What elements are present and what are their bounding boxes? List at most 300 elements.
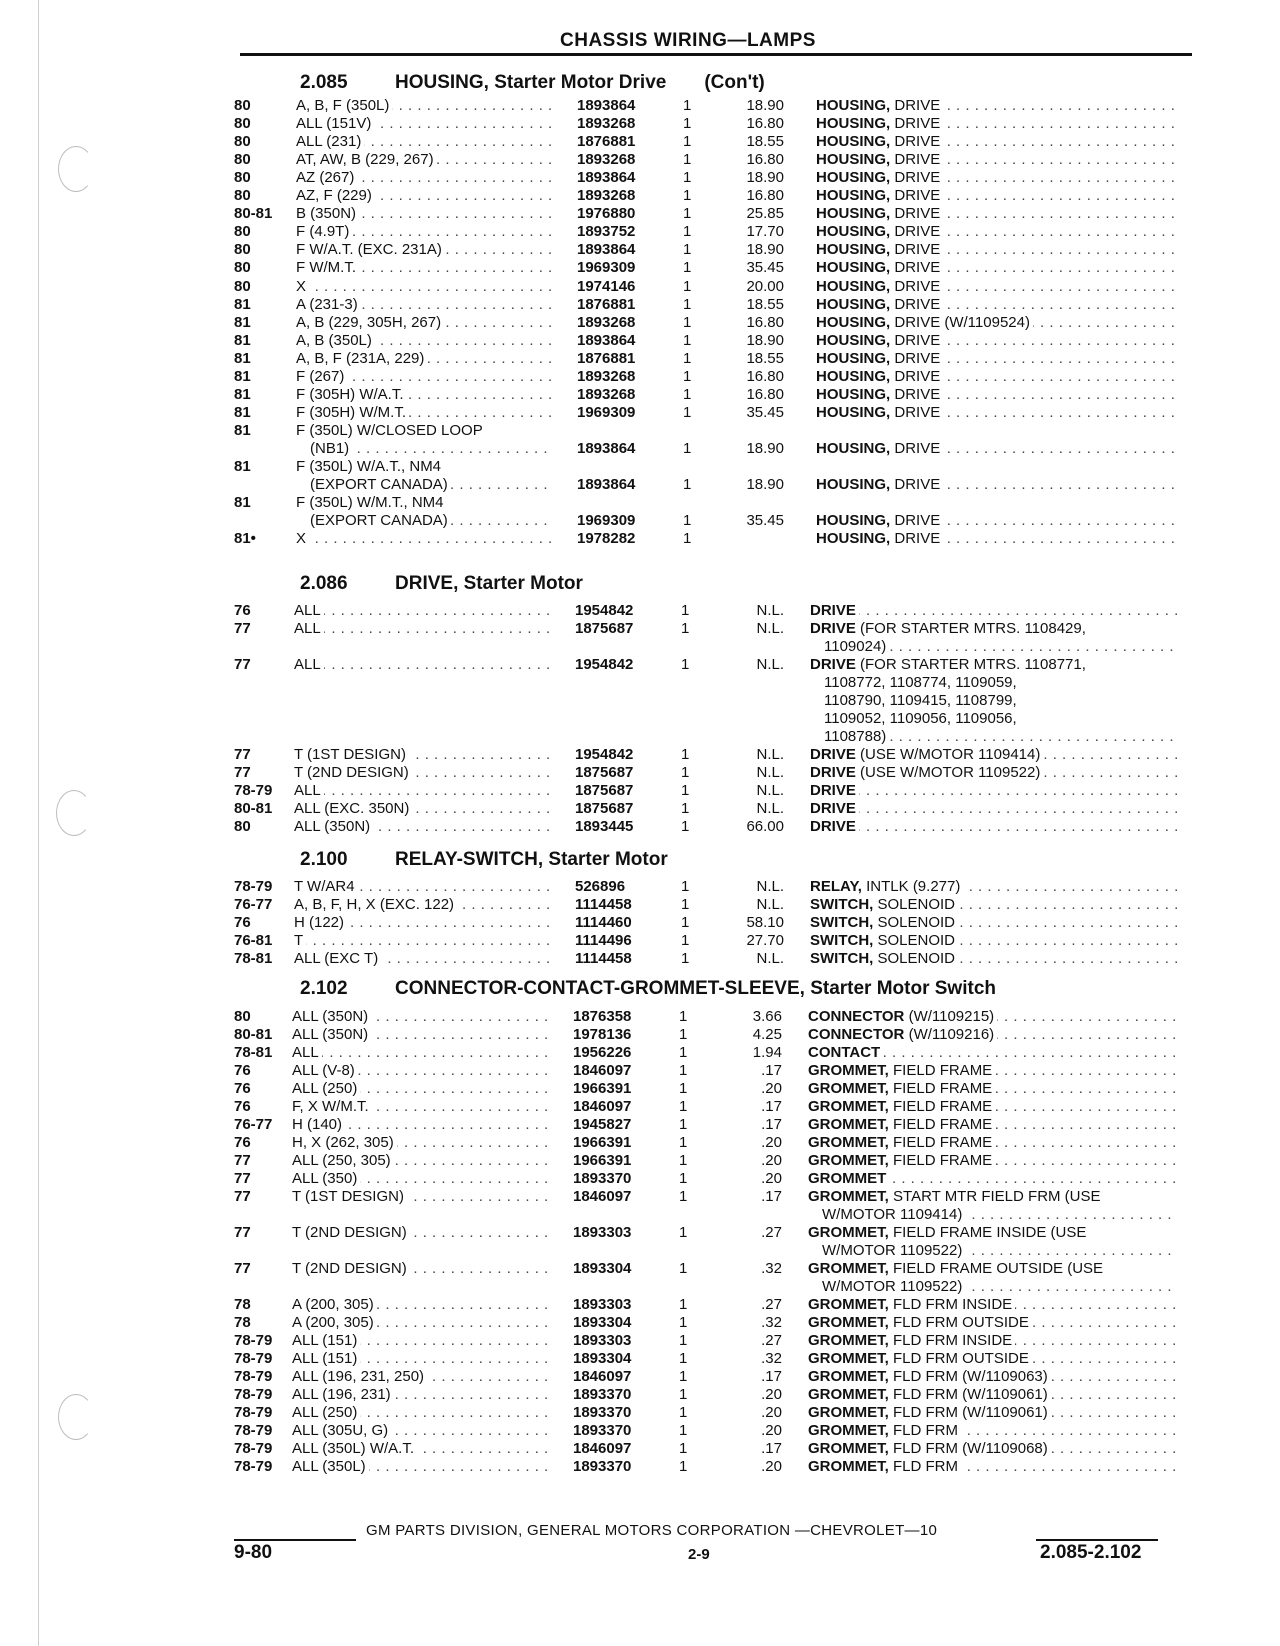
description-name: GROMMET, bbox=[808, 1458, 889, 1475]
table-row-continued bbox=[0, 512, 1280, 531]
part-number: 1978282 bbox=[577, 530, 636, 548]
model-year: 78-79 bbox=[234, 1332, 273, 1349]
quantity: 1 bbox=[679, 1134, 688, 1151]
table-row bbox=[0, 950, 1280, 969]
table-row bbox=[0, 296, 1280, 315]
part-description bbox=[816, 440, 1178, 457]
model-application bbox=[292, 1458, 548, 1475]
description-text bbox=[810, 764, 1043, 781]
part-number: 1954842 bbox=[575, 656, 634, 673]
model-application-continued bbox=[310, 440, 552, 457]
model-text: ALL (250) bbox=[292, 1404, 360, 1421]
description-name: RELAY, bbox=[810, 878, 862, 895]
part-description bbox=[808, 1350, 1178, 1367]
price: .32 bbox=[761, 1260, 782, 1277]
description-text bbox=[808, 1332, 1015, 1349]
part-number: 1893304 bbox=[573, 1314, 632, 1331]
model-text: A, B (229, 305H, 267) bbox=[296, 314, 444, 331]
part-description bbox=[816, 296, 1178, 313]
model-year: 76-77 bbox=[234, 1116, 273, 1133]
part-description bbox=[808, 1062, 1178, 1079]
description-detail: FIELD FRAME bbox=[888, 1098, 993, 1115]
part-description bbox=[810, 782, 1178, 799]
model-application bbox=[294, 746, 550, 763]
description-text bbox=[808, 1134, 995, 1151]
table-row-continued bbox=[0, 440, 1280, 459]
description-detail: FLD FRM (W/1109061) bbox=[888, 1404, 1048, 1421]
model-text: ALL (151) bbox=[292, 1350, 360, 1367]
description-text bbox=[808, 1350, 1032, 1367]
description-name: GROMMET, bbox=[808, 1116, 889, 1133]
quantity: 1 bbox=[683, 367, 692, 385]
model-application bbox=[294, 896, 550, 913]
quantity: 1 bbox=[683, 439, 692, 457]
description-detail: DRIVE bbox=[890, 223, 941, 241]
quantity: 1 bbox=[679, 1350, 688, 1367]
description-name: GROMMET, bbox=[808, 1062, 889, 1079]
model-year: 77 bbox=[234, 746, 251, 763]
model-text: (EXPORT CANADA) bbox=[310, 512, 451, 529]
description-detail: DRIVE bbox=[890, 133, 941, 151]
description-detail: DRIVE bbox=[890, 512, 941, 530]
price: .20 bbox=[761, 1152, 782, 1169]
part-number: 1893370 bbox=[573, 1170, 632, 1187]
price: .17 bbox=[761, 1368, 782, 1385]
description-text: W/MOTOR 1109414) bbox=[822, 1206, 965, 1223]
table-row bbox=[0, 169, 1280, 188]
model-application bbox=[292, 1062, 548, 1079]
description-text bbox=[816, 368, 943, 385]
page-title: CHASSIS WIRING—LAMPS bbox=[560, 30, 816, 51]
quantity: 1 bbox=[683, 313, 692, 331]
table-row bbox=[0, 187, 1280, 206]
part-number: 1893445 bbox=[575, 818, 634, 835]
model-year: 81 bbox=[234, 367, 251, 385]
description-text bbox=[808, 1458, 961, 1475]
price: 1.94 bbox=[752, 1044, 782, 1061]
model-text: (NB1) bbox=[310, 440, 352, 457]
description-text bbox=[808, 1116, 995, 1133]
description-detail: (FOR STARTER MTRS. 1108771, bbox=[855, 656, 1086, 673]
model-application bbox=[296, 458, 552, 475]
price: N.L. bbox=[756, 800, 784, 817]
part-number: 1956226 bbox=[573, 1044, 632, 1061]
table-row bbox=[0, 151, 1280, 170]
description-name: GROMMET bbox=[808, 1170, 887, 1187]
table-row bbox=[0, 259, 1280, 278]
table-row bbox=[0, 1314, 1280, 1333]
model-year: 77 bbox=[234, 656, 251, 673]
description-text bbox=[810, 602, 859, 619]
price: 17.70 bbox=[746, 223, 784, 241]
price: N.L. bbox=[756, 896, 784, 913]
model-text: A (231-3) bbox=[296, 296, 361, 313]
model-text: (EXPORT CANADA) bbox=[310, 476, 451, 493]
description-text bbox=[808, 1296, 1015, 1313]
table-row bbox=[0, 1026, 1280, 1045]
model-application bbox=[296, 169, 552, 186]
model-text: ALL (EXC. 350N) bbox=[294, 800, 412, 817]
model-year: 81 bbox=[234, 349, 251, 367]
price: N.L. bbox=[756, 746, 784, 763]
model-application bbox=[294, 878, 550, 895]
description-name: HOUSING, bbox=[816, 133, 891, 151]
model-application bbox=[296, 350, 552, 367]
description-detail: INTLK (9.277) bbox=[861, 878, 961, 895]
table-row bbox=[0, 1260, 1280, 1279]
part-description bbox=[810, 800, 1178, 817]
model-year: 78 bbox=[234, 1296, 251, 1313]
description-name: DRIVE bbox=[810, 656, 856, 673]
part-number: 1876881 bbox=[577, 295, 636, 313]
part-number: 1893864 bbox=[577, 97, 636, 114]
section-heading bbox=[300, 849, 668, 871]
description-name: GROMMET, bbox=[808, 1152, 889, 1169]
model-text: ALL (151) bbox=[292, 1332, 360, 1349]
part-description bbox=[808, 1224, 1178, 1241]
model-application bbox=[296, 151, 552, 168]
model-application bbox=[296, 368, 552, 385]
part-description bbox=[808, 1044, 1178, 1061]
description-detail: FIELD FRAME bbox=[888, 1134, 993, 1151]
model-year: 78-81 bbox=[234, 950, 273, 967]
description-text bbox=[810, 896, 958, 913]
quantity: 1 bbox=[683, 530, 692, 548]
description-text bbox=[808, 1440, 1051, 1457]
description-name: CONTACT bbox=[808, 1044, 881, 1061]
model-application bbox=[294, 764, 550, 781]
description-name: HOUSING, bbox=[816, 187, 891, 205]
model-application bbox=[296, 97, 552, 114]
description-detail: FIELD FRAME bbox=[888, 1080, 993, 1097]
quantity: 1 bbox=[683, 205, 692, 223]
price: N.L. bbox=[756, 878, 784, 895]
model-application bbox=[292, 1260, 548, 1277]
model-text: A, B (350L) bbox=[296, 332, 375, 349]
model-year: 78-79 bbox=[234, 1440, 273, 1457]
table-row bbox=[0, 133, 1280, 152]
part-description bbox=[808, 1134, 1178, 1151]
quantity: 1 bbox=[679, 1260, 688, 1277]
quantity: 1 bbox=[683, 169, 692, 187]
model-application bbox=[296, 494, 552, 511]
part-description bbox=[808, 1422, 1178, 1439]
part-description bbox=[810, 656, 1178, 673]
description-name: GROMMET, bbox=[808, 1386, 889, 1403]
quantity: 1 bbox=[679, 1332, 688, 1349]
part-number: 1893864 bbox=[577, 169, 636, 187]
description-detail: FLD FRM OUTSIDE bbox=[888, 1350, 1029, 1367]
description-text: 1109024) bbox=[824, 638, 889, 655]
description-name: HOUSING, bbox=[816, 403, 891, 421]
part-number: 1846097 bbox=[573, 1440, 632, 1457]
footer-date: 9-80 bbox=[234, 1542, 273, 1563]
price: N.L. bbox=[756, 764, 784, 781]
quantity: 1 bbox=[683, 223, 692, 241]
description-continued-row bbox=[0, 638, 1280, 657]
part-description bbox=[810, 932, 1178, 949]
description-name: CONNECTOR bbox=[808, 1026, 905, 1043]
model-year: 80 bbox=[234, 259, 251, 277]
table-row bbox=[0, 1440, 1280, 1459]
model-application bbox=[296, 187, 552, 204]
description-text bbox=[816, 241, 943, 258]
part-description bbox=[808, 1386, 1178, 1403]
model-year: 78-79 bbox=[234, 1458, 273, 1475]
table-row bbox=[0, 332, 1280, 351]
table-row bbox=[0, 1080, 1280, 1099]
part-number: 1966391 bbox=[573, 1152, 632, 1169]
quantity: 1 bbox=[679, 1314, 688, 1331]
part-number: 1875687 bbox=[575, 800, 634, 817]
description-text bbox=[808, 1224, 1089, 1241]
part-description bbox=[808, 1170, 1178, 1187]
description-text bbox=[810, 932, 958, 949]
part-description-continued bbox=[824, 710, 1178, 727]
model-text: ALL bbox=[294, 782, 324, 799]
table-row bbox=[0, 914, 1280, 933]
price: 16.80 bbox=[746, 151, 784, 169]
description-name: GROMMET, bbox=[808, 1134, 889, 1151]
model-year: 80-81 bbox=[234, 205, 273, 223]
quantity: 1 bbox=[679, 1080, 688, 1097]
description-detail: FIELD FRAME OUTSIDE (USE bbox=[888, 1260, 1104, 1277]
description-text bbox=[816, 133, 943, 150]
model-text: H (122) bbox=[294, 914, 347, 931]
description-continued-row bbox=[0, 674, 1280, 693]
description-detail: DRIVE bbox=[890, 439, 941, 457]
table-row bbox=[0, 1368, 1280, 1387]
section-heading bbox=[300, 72, 765, 94]
description-detail: FIELD FRAME INSIDE (USE bbox=[888, 1224, 1087, 1241]
model-year: 81• bbox=[234, 530, 256, 548]
description-text bbox=[808, 1170, 889, 1187]
description-detail: DRIVE bbox=[890, 205, 941, 223]
price: 16.80 bbox=[746, 367, 784, 385]
model-application bbox=[292, 1368, 548, 1385]
description-continued-row bbox=[0, 728, 1280, 747]
part-description bbox=[808, 1314, 1178, 1331]
part-number: 1875687 bbox=[575, 620, 634, 637]
description-name: HOUSING, bbox=[816, 367, 891, 385]
part-number: 1875687 bbox=[575, 764, 634, 781]
quantity: 1 bbox=[679, 1188, 688, 1205]
table-row bbox=[0, 1350, 1280, 1369]
description-continued-row bbox=[0, 692, 1280, 711]
description-name: DRIVE bbox=[810, 602, 856, 619]
model-year: 81 bbox=[234, 385, 251, 403]
table-row bbox=[0, 205, 1280, 224]
price: .17 bbox=[761, 1098, 782, 1115]
model-year: 78-79 bbox=[234, 878, 273, 895]
part-description bbox=[808, 1404, 1178, 1421]
part-number: 1969309 bbox=[577, 512, 636, 530]
price: 16.80 bbox=[746, 187, 784, 205]
description-detail: DRIVE bbox=[890, 169, 941, 187]
model-application bbox=[292, 1134, 548, 1151]
table-row bbox=[0, 422, 1280, 441]
part-description bbox=[816, 187, 1178, 204]
part-number: 1846097 bbox=[573, 1188, 632, 1205]
table-row bbox=[0, 494, 1280, 513]
model-application bbox=[294, 782, 550, 799]
table-row bbox=[0, 1098, 1280, 1117]
model-year: 80 bbox=[234, 277, 251, 295]
quantity: 1 bbox=[683, 133, 692, 151]
model-text: A, B, F, H, X (EXC. 122) bbox=[294, 896, 457, 913]
part-description bbox=[816, 205, 1178, 222]
part-number: 1966391 bbox=[573, 1134, 632, 1151]
footer-rule bbox=[234, 1539, 356, 1541]
model-application bbox=[292, 1116, 548, 1133]
quantity: 1 bbox=[679, 1224, 688, 1241]
price: 18.55 bbox=[746, 349, 784, 367]
quantity: 1 bbox=[679, 1386, 688, 1403]
part-description bbox=[816, 368, 1178, 385]
description-detail: FLD FRM INSIDE bbox=[888, 1332, 1013, 1349]
model-text: ALL (350L) W/A.T. bbox=[292, 1440, 417, 1457]
quantity: 1 bbox=[679, 1044, 688, 1061]
part-number: 1954842 bbox=[575, 746, 634, 763]
table-row bbox=[0, 1422, 1280, 1441]
part-number: 1893268 bbox=[577, 115, 636, 133]
quantity: 1 bbox=[681, 782, 690, 799]
description-name: HOUSING, bbox=[816, 512, 891, 530]
description-detail: FLD FRM bbox=[888, 1458, 959, 1475]
price: .17 bbox=[761, 1062, 782, 1079]
model-text: T (2ND DESIGN) bbox=[292, 1260, 410, 1277]
description-name: HOUSING, bbox=[816, 439, 891, 457]
model-year: 76 bbox=[234, 914, 251, 931]
description-detail: FIELD FRAME bbox=[888, 1116, 993, 1133]
price: .20 bbox=[761, 1458, 782, 1475]
quantity: 1 bbox=[681, 932, 690, 949]
description-detail: DRIVE bbox=[890, 403, 941, 421]
table-row bbox=[0, 404, 1280, 423]
part-description bbox=[816, 169, 1178, 186]
description-detail: DRIVE bbox=[890, 349, 941, 367]
price: .20 bbox=[761, 1134, 782, 1151]
model-year: 77 bbox=[234, 1152, 251, 1169]
model-year: 76-81 bbox=[234, 932, 273, 949]
model-text: A, B, F (231A, 229) bbox=[296, 350, 427, 367]
table-row bbox=[0, 764, 1280, 783]
price: .20 bbox=[761, 1404, 782, 1421]
quantity: 1 bbox=[683, 97, 692, 114]
price: 18.90 bbox=[746, 439, 784, 457]
description-text bbox=[808, 1098, 995, 1115]
table-row bbox=[0, 818, 1280, 837]
part-number: 1893268 bbox=[577, 385, 636, 403]
section-number: 2.086 bbox=[300, 573, 348, 594]
model-text: F (267) bbox=[296, 368, 347, 385]
model-text: T bbox=[294, 932, 306, 949]
title-rule bbox=[240, 53, 1192, 56]
description-detail: DRIVE bbox=[890, 367, 941, 385]
model-year: 80-81 bbox=[234, 800, 273, 817]
description-name: HOUSING, bbox=[816, 349, 891, 367]
price: .20 bbox=[761, 1386, 782, 1403]
model-text: ALL (305U, G) bbox=[292, 1422, 391, 1439]
price: N.L. bbox=[756, 950, 784, 967]
footer-section-range: 2.085-2.102 bbox=[1040, 1542, 1142, 1563]
description-text bbox=[816, 512, 943, 529]
model-application bbox=[292, 1224, 548, 1241]
model-year: 80 bbox=[234, 97, 251, 114]
model-year: 80 bbox=[234, 223, 251, 241]
footer-page-number: 2-9 bbox=[688, 1546, 710, 1563]
table-row bbox=[0, 241, 1280, 260]
part-description bbox=[808, 1260, 1178, 1277]
price: .17 bbox=[761, 1440, 782, 1457]
description-name: DRIVE bbox=[810, 620, 856, 637]
table-row bbox=[0, 800, 1280, 819]
description-name: GROMMET, bbox=[808, 1314, 889, 1331]
part-number: 1978136 bbox=[573, 1026, 632, 1043]
model-application bbox=[294, 932, 550, 949]
table-row bbox=[0, 314, 1280, 333]
price: 35.45 bbox=[746, 512, 784, 530]
part-number: 1114458 bbox=[575, 896, 632, 913]
description-name: GROMMET, bbox=[808, 1350, 889, 1367]
description-name: HOUSING, bbox=[816, 259, 891, 277]
part-description bbox=[810, 620, 1178, 637]
model-text: F W/M.T. bbox=[296, 259, 359, 276]
description-name: GROMMET, bbox=[808, 1422, 889, 1439]
quantity: 1 bbox=[683, 241, 692, 259]
model-application bbox=[292, 1314, 548, 1331]
description-name: DRIVE bbox=[810, 800, 856, 817]
price: .32 bbox=[761, 1350, 782, 1367]
model-application bbox=[294, 914, 550, 931]
table-row bbox=[0, 932, 1280, 951]
description-text bbox=[816, 440, 943, 457]
description-detail: (USE W/MOTOR 1109522) bbox=[855, 764, 1041, 781]
description-detail: DRIVE bbox=[890, 97, 941, 114]
description-detail: FLD FRM OUTSIDE bbox=[888, 1314, 1029, 1331]
description-text bbox=[810, 620, 1089, 637]
description-detail: SOLENOID bbox=[873, 896, 956, 913]
table-row bbox=[0, 1134, 1280, 1153]
description-name: HOUSING, bbox=[816, 476, 891, 494]
part-description-continued bbox=[822, 1242, 1178, 1259]
description-name: GROMMET, bbox=[808, 1368, 889, 1385]
description-text bbox=[816, 223, 943, 240]
model-application bbox=[294, 656, 550, 673]
part-description-continued bbox=[822, 1206, 1178, 1223]
part-number: 1954842 bbox=[575, 602, 634, 619]
quantity: 1 bbox=[679, 1368, 688, 1385]
price: 20.00 bbox=[746, 277, 784, 295]
section-title: HOUSING, Starter Motor Drive bbox=[395, 72, 667, 93]
price: 18.55 bbox=[746, 295, 784, 313]
description-detail: DRIVE bbox=[890, 385, 941, 403]
quantity: 1 bbox=[679, 1458, 688, 1475]
description-text bbox=[808, 1368, 1051, 1385]
description-text: 1108790, 1109415, 1108799, bbox=[824, 692, 1020, 709]
price: 18.90 bbox=[746, 331, 784, 349]
part-description bbox=[808, 1368, 1178, 1385]
description-text bbox=[816, 151, 943, 168]
table-row bbox=[0, 1170, 1280, 1189]
quantity: 1 bbox=[681, 746, 690, 763]
quantity: 1 bbox=[683, 385, 692, 403]
part-number: 1976880 bbox=[577, 205, 636, 223]
description-text bbox=[816, 259, 943, 276]
part-description bbox=[810, 878, 1178, 895]
model-application bbox=[292, 1098, 548, 1115]
description-detail: DRIVE bbox=[890, 151, 941, 169]
